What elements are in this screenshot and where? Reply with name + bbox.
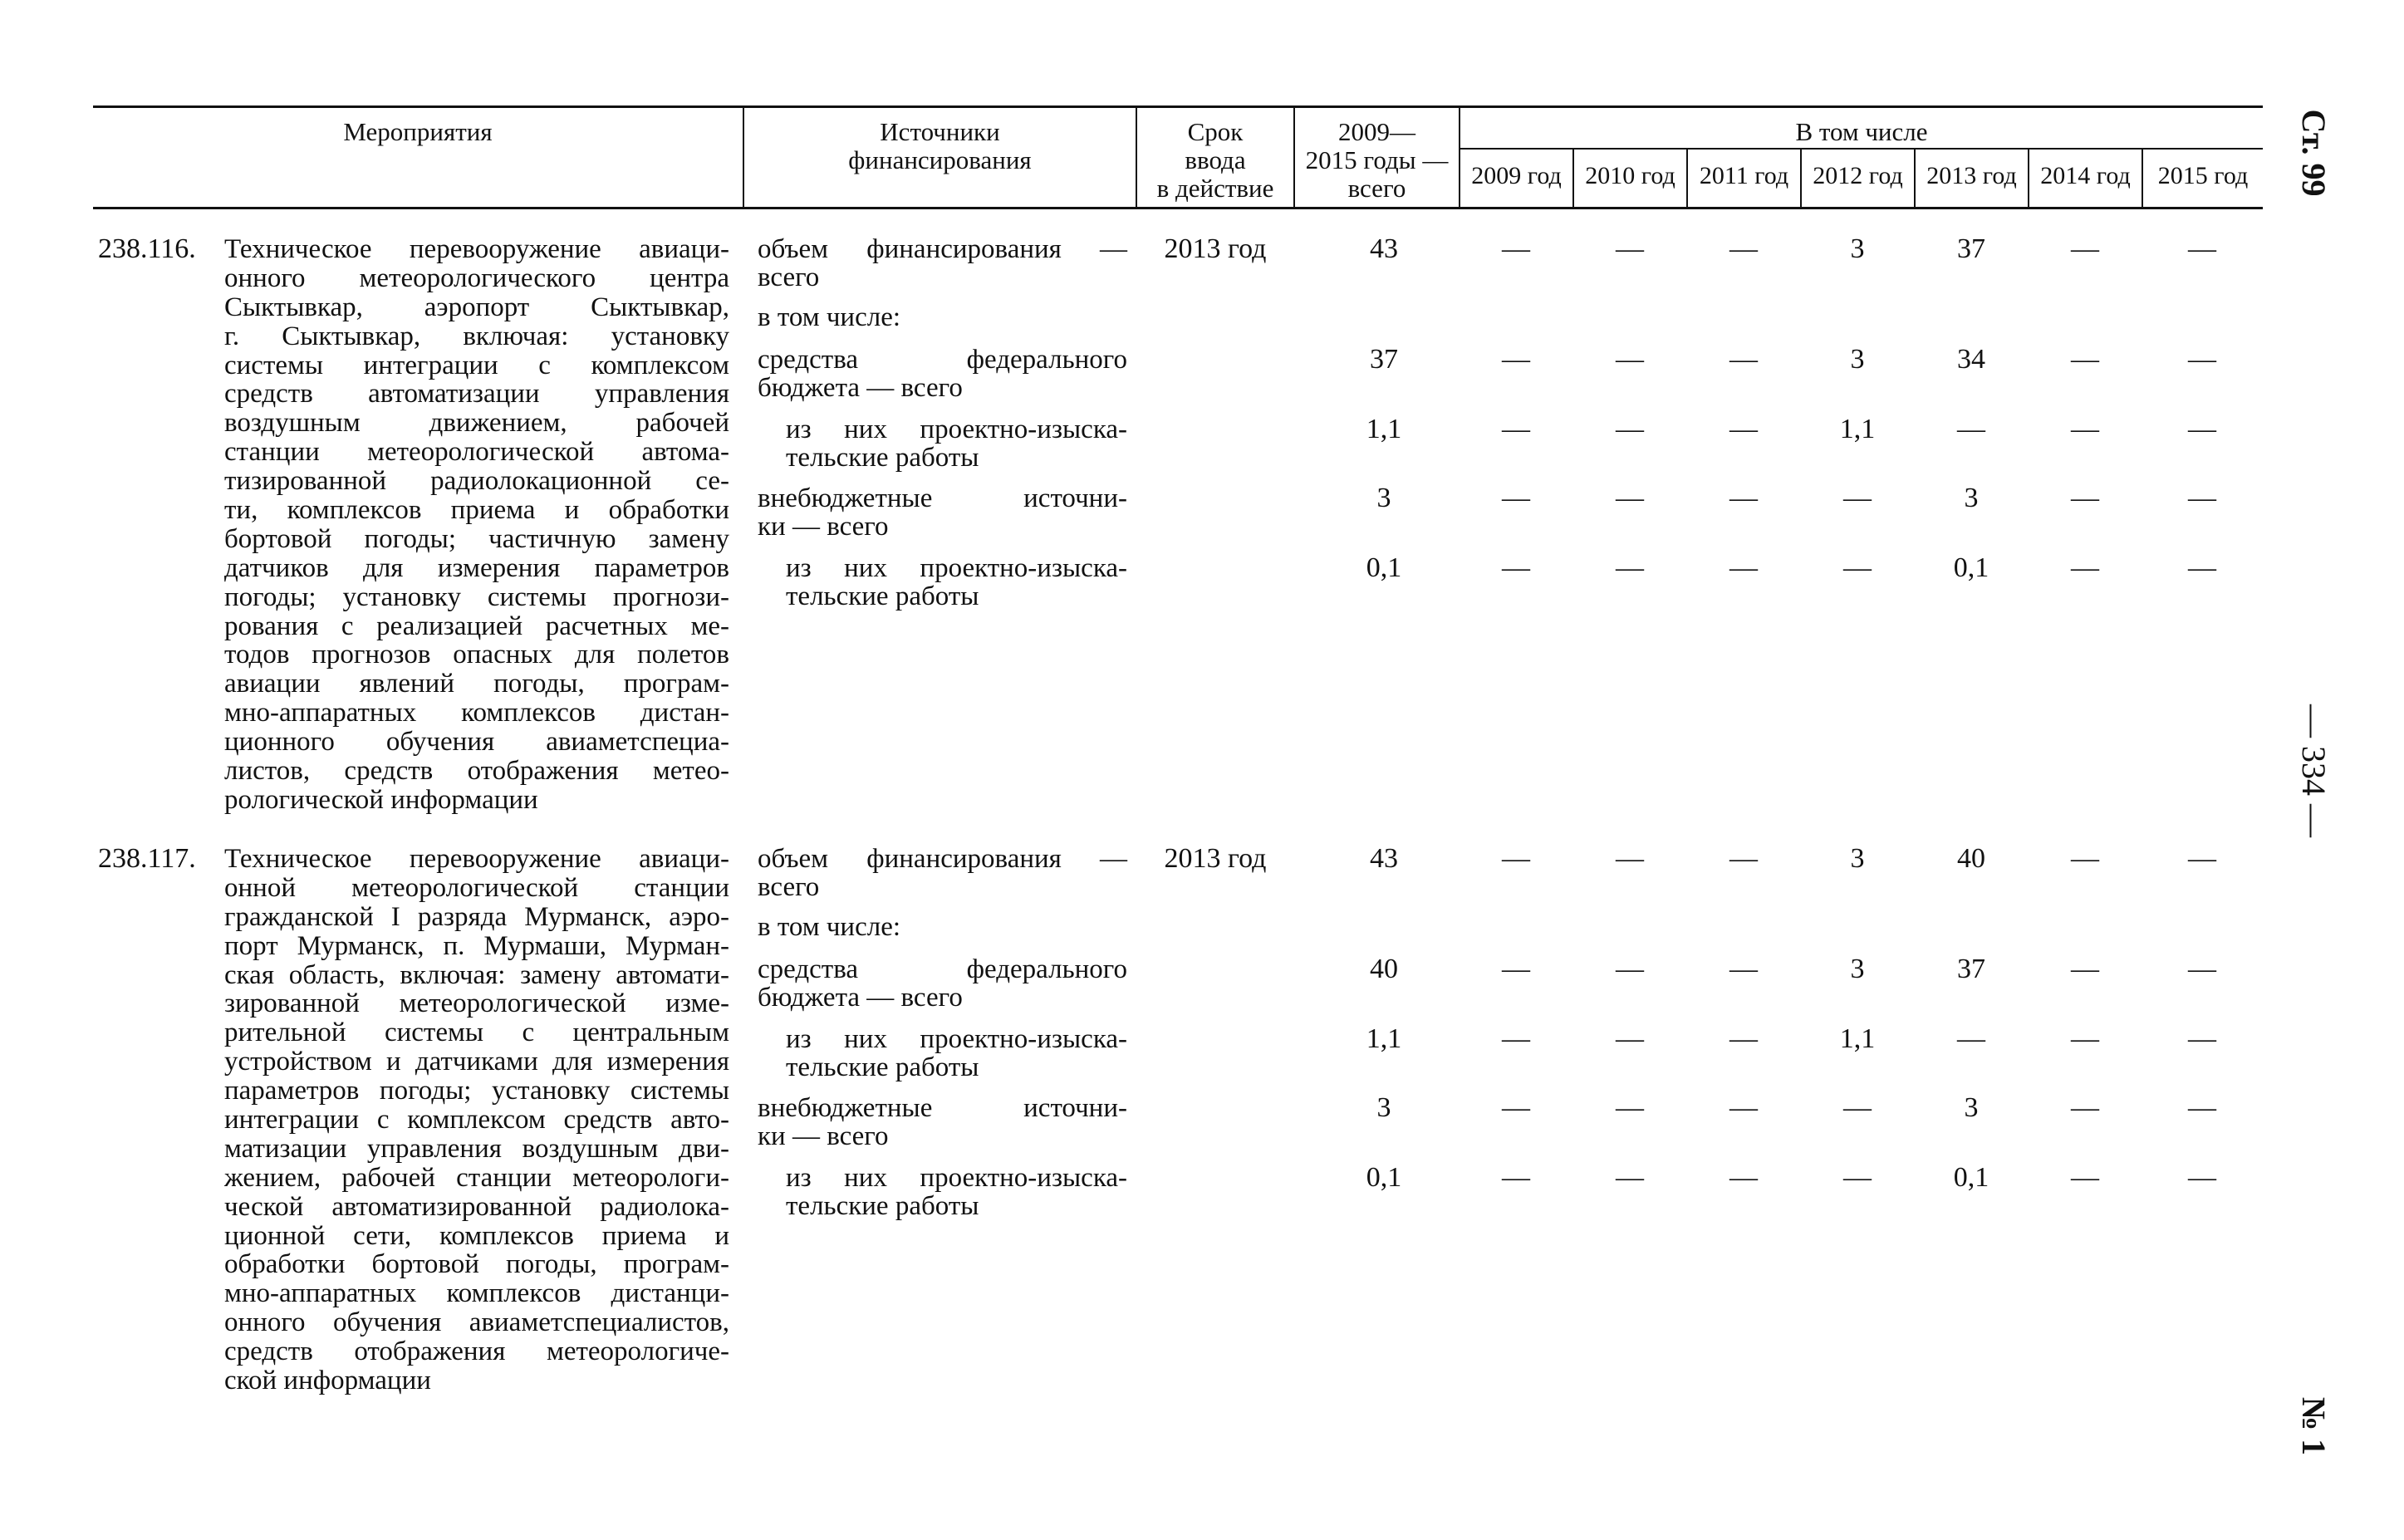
header-sources [744, 118, 1136, 174]
year-value: — [2188, 552, 2216, 583]
header-total [1295, 118, 1459, 203]
year-value: 3 [1964, 1092, 1979, 1123]
entry-number: 238.117. [98, 843, 196, 874]
description-line: жением, рабочей станции метеорологи- [224, 1162, 729, 1193]
year-value: — [2188, 954, 2216, 984]
year-value: — [1502, 1023, 1530, 1054]
source-label [758, 913, 1127, 941]
year-header: 2013 год [1926, 162, 2017, 189]
year-value: 40 [1957, 843, 1985, 874]
year-value: 0,1 [1953, 552, 1989, 583]
article-marker: Ст. 99 [2295, 109, 2333, 197]
description-line: зированной метеорологической изме- [224, 988, 729, 1019]
year-value: — [1616, 344, 1644, 375]
description-line: гражданской I разряда Мурманск, аэро- [224, 901, 729, 932]
description-line: порт Мурманск, п. Мурмаши, Мурман- [224, 930, 729, 961]
source-label [758, 845, 1127, 901]
header-term-line: ввода [1185, 145, 1246, 174]
year-value: — [1616, 483, 1644, 513]
description-line: мно-аппаратных комплексов дистанци- [224, 1278, 729, 1309]
source-line: тельские работы [786, 1052, 979, 1082]
year-value: — [1729, 414, 1758, 444]
year-value: — [2071, 483, 2099, 513]
total-value: 3 [1376, 483, 1391, 513]
year-header: 2009 год [1471, 162, 1562, 189]
year-value: — [1616, 1092, 1644, 1123]
description-line: г. Сыктывкар, включая: установку [224, 321, 729, 351]
source-label [758, 346, 1127, 402]
source-label [786, 1164, 1127, 1220]
source-line: внебюджетные источни- [758, 483, 1127, 513]
source-line: средства федерального [758, 954, 1127, 984]
source-label [786, 415, 1127, 472]
total-value: 43 [1370, 233, 1398, 264]
source-line: ки — всего [758, 1121, 889, 1151]
year-value: — [2188, 843, 2216, 874]
source-label [758, 303, 1127, 331]
year-value: — [1502, 483, 1530, 513]
description-line: обработки бортовой погоды, програм- [224, 1249, 729, 1280]
header-sources-line: Источники [880, 117, 1000, 146]
year-value: — [2071, 414, 2099, 444]
year-value: — [2071, 552, 2099, 583]
year-value: — [1729, 483, 1758, 513]
description-line: устройством и датчиками для измерения [224, 1047, 729, 1077]
source-line: в том числе: [758, 912, 901, 942]
description-line: Сыктывкар, аэропорт Сыктывкар, [224, 292, 729, 322]
source-line: средства федерального [758, 345, 1127, 375]
year-header: 2012 год [1813, 162, 1903, 189]
year-value: — [1843, 1162, 1872, 1193]
year-value: — [1502, 552, 1530, 583]
year-value: 0,1 [1953, 1162, 1989, 1193]
year-value: — [1616, 552, 1644, 583]
year-value: 3 [1850, 954, 1865, 984]
year-value: — [1729, 954, 1758, 984]
year-value: — [2071, 233, 2099, 264]
issue-marker: № 1 [2295, 1396, 2333, 1456]
description-line: онного обучения авиаметспециалистов, [224, 1307, 729, 1338]
entry-number: 238.116. [98, 233, 196, 264]
description-line: рологической информации [224, 784, 538, 815]
description-line: воздушным движением, рабочей [224, 408, 729, 439]
source-line: тельские работы [786, 443, 979, 473]
source-line: в том числе: [758, 302, 901, 332]
year-value: — [2071, 1162, 2099, 1193]
year-value: — [1616, 1162, 1644, 1193]
description-line: листов, средств отображения метео- [224, 756, 729, 787]
source-line: внебюджетные источни- [758, 1093, 1127, 1123]
year-value: — [1616, 843, 1644, 874]
year-value: 3 [1850, 233, 1865, 264]
description-line: Техническое перевооружение авиаци- [224, 844, 729, 874]
total-value: 43 [1370, 843, 1398, 874]
description-line: ционного обучения авиаметспециа- [224, 727, 729, 758]
year-value: — [1843, 483, 1872, 513]
description-line: параметров погоды; установку системы [224, 1076, 729, 1106]
entry-description [224, 235, 729, 815]
year-header: 2011 год [1699, 162, 1789, 189]
year-value: — [1729, 552, 1758, 583]
description-line: тизированной радиолокационной се- [224, 466, 729, 497]
source-label [786, 554, 1127, 611]
total-value: 0,1 [1366, 552, 1402, 583]
year-header: 2014 год [2040, 162, 2131, 189]
source-line: из них проектно-изыска- [786, 414, 1127, 444]
year-value: — [1957, 1023, 1985, 1054]
year-value: — [2188, 414, 2216, 444]
year-value: 3 [1850, 344, 1865, 375]
header-term-line: в действие [1156, 174, 1274, 203]
description-line: датчиков для измерения параметров [224, 552, 729, 583]
total-value: 3 [1376, 1092, 1391, 1123]
header-total-line: всего [1347, 174, 1406, 203]
source-line: тельские работы [786, 581, 979, 611]
year-value: — [1502, 843, 1530, 874]
description-line: погоды; установку системы прогнози- [224, 581, 729, 612]
description-line: средств отображения метеорологиче- [224, 1336, 729, 1367]
header-term-line: Срок [1187, 117, 1244, 146]
year-value: — [1502, 1092, 1530, 1123]
header-top-rule [93, 105, 2263, 108]
header-total-line: 2015 годы — [1305, 145, 1449, 174]
header-including: В том числе [1795, 117, 1928, 146]
year-value: — [1502, 233, 1530, 264]
description-line: системы интеграции с комплексом [224, 350, 729, 380]
year-value: 1,1 [1839, 414, 1876, 444]
year-value: — [1502, 954, 1530, 984]
year-value: — [1616, 414, 1644, 444]
year-value: — [2071, 843, 2099, 874]
year-value: — [2188, 1023, 2216, 1054]
year-value: 3 [1850, 843, 1865, 874]
description-line: ционной сети, комплексов приема и [224, 1220, 729, 1251]
description-line: ская область, включая: замену автомати- [224, 959, 729, 990]
year-value: — [2071, 344, 2099, 375]
entry-description [224, 845, 729, 1395]
source-line: объем финансирования — [758, 234, 1127, 264]
description-line: онного метеорологического центра [224, 262, 729, 293]
description-line: матизации управления воздушным дви- [224, 1133, 729, 1164]
description-line: онной метеорологической станции [224, 872, 729, 903]
source-line: из них проектно-изыска- [786, 1024, 1127, 1054]
source-line: бюджета — всего [758, 983, 963, 1013]
year-value: 34 [1957, 344, 1985, 375]
entry-term: 2013 год [1164, 233, 1267, 264]
description-line: авиации явлений погоды, програм- [224, 669, 729, 699]
entry-term: 2013 год [1164, 843, 1267, 874]
source-label [758, 235, 1127, 292]
year-value: — [2071, 954, 2099, 984]
year-value: — [1616, 233, 1644, 264]
source-line: объем финансирования — [758, 844, 1127, 874]
year-value: 37 [1957, 233, 1985, 264]
header-measures: Мероприятия [343, 117, 493, 146]
source-line: всего [758, 872, 820, 902]
total-value: 40 [1370, 954, 1398, 984]
description-line: средств автоматизации управления [224, 379, 729, 410]
header-bottom-rule [93, 207, 2263, 209]
year-value: — [1729, 233, 1758, 264]
description-line: ской информации [224, 1366, 431, 1396]
description-line: интеграции с комплексом средств авто- [224, 1105, 729, 1135]
page-number: — 334 — [2295, 704, 2333, 837]
source-line: всего [758, 262, 820, 292]
source-label [758, 955, 1127, 1012]
header-sources-line: финансирования [848, 145, 1032, 174]
year-header: 2015 год [2157, 162, 2249, 189]
year-value: — [2071, 1092, 2099, 1123]
header-total-line: 2009— [1338, 117, 1415, 146]
year-value: — [2188, 1092, 2216, 1123]
year-value: 1,1 [1839, 1023, 1876, 1054]
year-value: — [1729, 1023, 1758, 1054]
description-line: бортовой погоды; частичную замену [224, 523, 729, 554]
year-header: 2010 год [1585, 162, 1675, 189]
year-value: — [1729, 344, 1758, 375]
year-value: — [2188, 233, 2216, 264]
source-label [758, 1094, 1127, 1150]
header-term [1137, 118, 1293, 203]
description-line: ти, комплексов приема и обработки [224, 495, 729, 526]
year-value: — [1502, 344, 1530, 375]
year-value: — [1843, 1092, 1872, 1123]
total-value: 1,1 [1366, 414, 1402, 444]
year-value: — [1729, 1092, 1758, 1123]
year-value: 37 [1957, 954, 1985, 984]
year-value: — [2188, 483, 2216, 513]
year-value: 3 [1964, 483, 1979, 513]
description-line: ческой автоматизированной радиолока- [224, 1191, 729, 1222]
description-line: Техническое перевооружение авиаци- [224, 234, 729, 264]
source-label [786, 1025, 1127, 1081]
description-line: мно-аппаратных комплексов дистан- [224, 698, 729, 728]
year-value: — [1502, 414, 1530, 444]
total-value: 0,1 [1366, 1162, 1402, 1193]
year-value: — [1729, 1162, 1758, 1193]
description-line: тодов прогнозов опасных для полетов [224, 640, 729, 670]
description-line: станции метеорологической автома- [224, 437, 729, 468]
total-value: 37 [1370, 344, 1398, 375]
source-line: бюджета — всего [758, 373, 963, 403]
year-value: — [1616, 1023, 1644, 1054]
description-line: рования с реализацией расчетных ме- [224, 611, 729, 641]
year-value: — [1729, 843, 1758, 874]
year-value: — [2071, 1023, 2099, 1054]
year-value: — [1616, 954, 1644, 984]
year-value: — [2188, 344, 2216, 375]
source-line: тельские работы [786, 1191, 979, 1221]
source-line: ки — всего [758, 512, 889, 542]
year-value: — [1957, 414, 1985, 444]
source-line: из них проектно-изыска- [786, 553, 1127, 583]
description-line: рительной системы с центральным [224, 1018, 729, 1048]
total-value: 1,1 [1366, 1023, 1402, 1054]
year-value: — [2188, 1162, 2216, 1193]
source-label [758, 484, 1127, 541]
year-value: — [1843, 552, 1872, 583]
source-line: из них проектно-изыска- [786, 1163, 1127, 1193]
year-value: — [1502, 1162, 1530, 1193]
